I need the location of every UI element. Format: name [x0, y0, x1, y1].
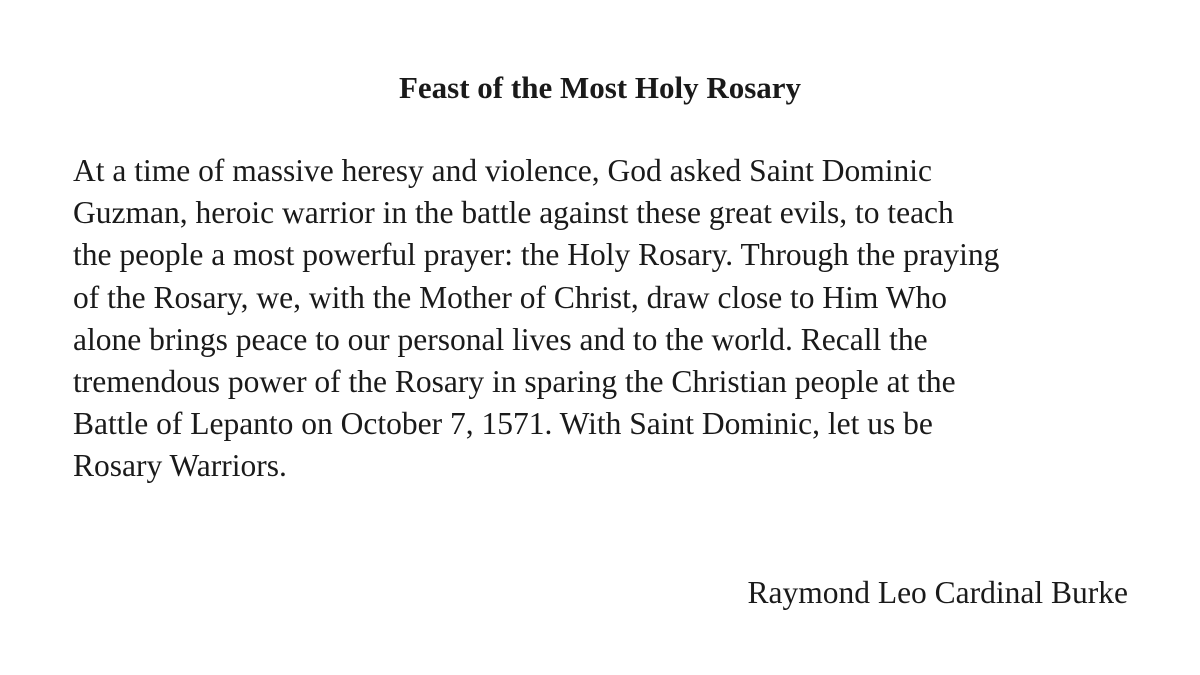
body-line: the people a most powerful prayer: the Holy Rosary. Through the praying [73, 237, 1000, 273]
body-paragraph [73, 150, 1143, 488]
document-title: Feast of the Most Holy Rosary [398, 70, 802, 105]
body-line: Guzman, heroic warrior in the battle against these great evils, to teach [73, 195, 954, 231]
body-line: Rosary Warriors. [73, 448, 287, 484]
body-line: of the Rosary, we, with the Mother of Christ, draw close to Him Who [73, 279, 947, 315]
body-line: At a time of massive heresy and violence, God asked Saint Dominic [73, 153, 933, 188]
author-signature: Raymond Leo Cardinal Burke [747, 575, 1128, 610]
body-line: Battle of Lepanto on October 7, 1571. With Saint Dominic, let us be [73, 406, 933, 442]
body-line: alone brings peace to our personal lives and to the world. Recall the [73, 321, 928, 357]
body-line: tremendous power of the Rosary in sparing the Christian people at the [73, 364, 956, 400]
